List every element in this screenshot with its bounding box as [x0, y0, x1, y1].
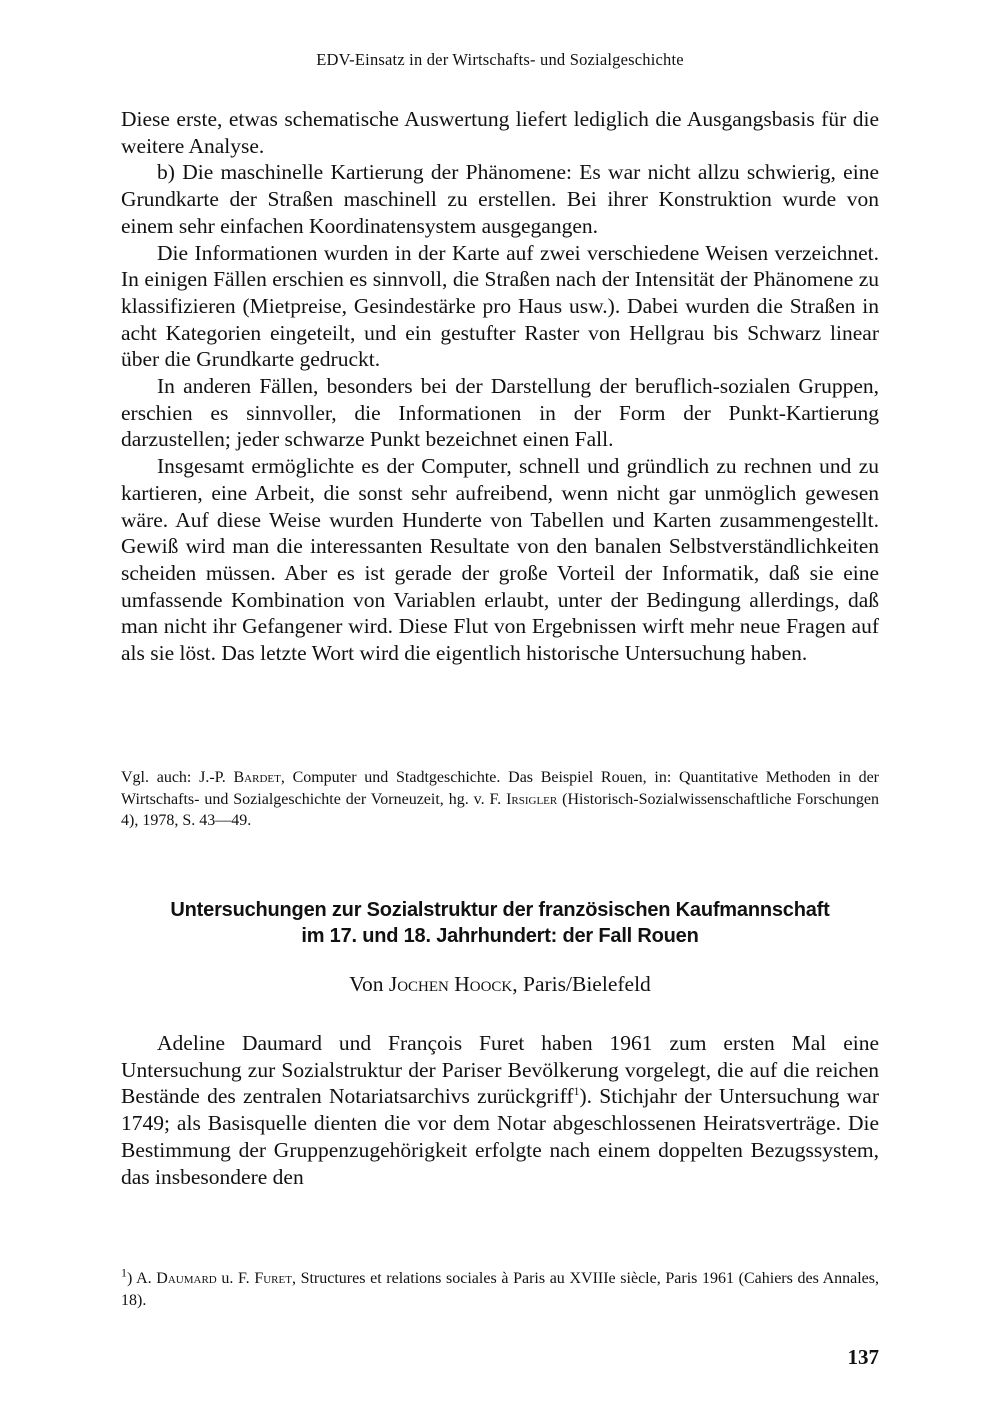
footnote-number: 1: [121, 1265, 127, 1280]
byline: [121, 972, 879, 997]
paragraph: b) Die maschinelle Kartierung der Phänomene: Es war nicht allzu schwierig, eine Grundkarte der Straßen maschinell zu erstellen. Bei ihrer Konstruktion wurde von einem sehr einfachen Koordinatensystem ausgegangen.: [121, 160, 879, 238]
section-body: [121, 106, 879, 667]
byline-affiliation: , Paris/Bielefeld: [512, 972, 651, 996]
reference-editor: Irsigler: [506, 790, 558, 808]
byline-prefix: Von: [349, 972, 389, 996]
reference-suffix: (Historisch-Sozialwissenschaftliche Forschungen 4), 1978, S. 43—49.: [121, 790, 880, 829]
running-head: EDV-Einsatz in der Wirtschafts- und Sozialgeschichte: [316, 50, 684, 69]
reference-author: Bardet: [233, 769, 281, 786]
article-body: [121, 1030, 879, 1190]
reference-note: [121, 767, 879, 832]
paragraph: [121, 1030, 879, 1190]
footnote-paren: ) A.: [127, 1270, 157, 1287]
paragraph: Die Informationen wurden in der Karte auf zwei verschiedene Weisen verzeichnet. In einigen Fällen erschien es sinnvoll, die Straßen nach der Intensität der Phänomene zu klassifizieren (Mietpreise, Gesindestärke pro Haus usw.). Dabei wurden die Straßen in acht Kategorien eingeteilt, und ein gestufter Raster von Hellgrau bis Schwarz linear über die Grundkarte gedruckt.: [121, 240, 879, 372]
footnote-connector: u. F.: [216, 1270, 255, 1287]
footnote-text: , Structures et relations sociales à Paris au XVIIIe siècle, Paris 1961 (Cahiers des Annales, 18).: [121, 1270, 880, 1309]
article-title: [121, 898, 879, 949]
paragraph-text: ). Stichjahr der Untersuchung war 1749; als Basisquelle dienten die vor dem Notar abgeschlossenen Heiratsverträge. Die Bestimmung der Gruppenzugehörigkeit erfolgte nach einem doppelten Bezugssystem, das insbesondere den: [121, 1084, 879, 1189]
article-title-line: im 17. und 18. Jahrhundert: der Fall Rouen: [301, 924, 699, 947]
byline-author: Jochen Hoock: [388, 972, 513, 996]
reference-middle: , Computer und Stadtgeschichte. Das Beispiel Rouen, in: Quantitative Methoden in der Wirtschafts- und Sozialgeschichte der Vorneuzeit, hg. v. F.: [121, 769, 880, 808]
footnote: [121, 1265, 880, 1312]
paragraph: In anderen Fällen, besonders bei der Darstellung der beruflich-sozialen Gruppen, erschien es sinnvoller, die Informationen in der Form der Punkt-Kartierung darzustellen; jeder schwarze Punkt bezeichnet einen Fall.: [121, 374, 879, 452]
footnote-marker: 1: [573, 1084, 580, 1099]
paragraph: Diese erste, etwas schematische Auswertung liefert lediglich die Ausgangsbasis für die weitere Analyse.: [121, 107, 879, 158]
reference-prefix: Vgl. auch: J.-P.: [121, 769, 234, 786]
paragraph-text: Adeline Daumard und François Furet haben 1961 zum ersten Mal eine Untersuchung zur Sozialstruktur der Pariser Bevölkerung vorgelegt, die auf die reichen Bestände des zentralen Notariatsarchivs zurückgriff: [121, 1031, 879, 1109]
footnote-author: Daumard: [156, 1270, 217, 1287]
footnote-author: Furet: [254, 1270, 292, 1287]
page-number: 137: [847, 1345, 879, 1369]
paragraph: Insgesamt ermöglichte es der Computer, schnell und gründlich zu rechnen und zu kartieren, eine Arbeit, die sonst sehr aufreibend, wenn nicht gar unmöglich gewesen wäre. Auf diese Weise wurden Hunderte von Tabellen und Karten zusammengestellt. Gewiß wird man die interessanten Resultate von den banalen Selbstverständlichkeiten scheiden müssen. Aber es ist gerade der große Vorteil der Informatik, daß sie eine umfassende Kombination von Variablen erlaubt, unter der Bedingung allerdings, daß man nicht ihr Gefangener wird. Diese Flut von Ergebnissen wirft mehr neue Fragen auf als sie löst. Das letzte Wort wird die eigentlich historische Untersuchung haben.: [121, 454, 879, 666]
article-title-line: Untersuchungen zur Sozialstruktur der französischen Kaufmannschaft: [170, 899, 830, 921]
